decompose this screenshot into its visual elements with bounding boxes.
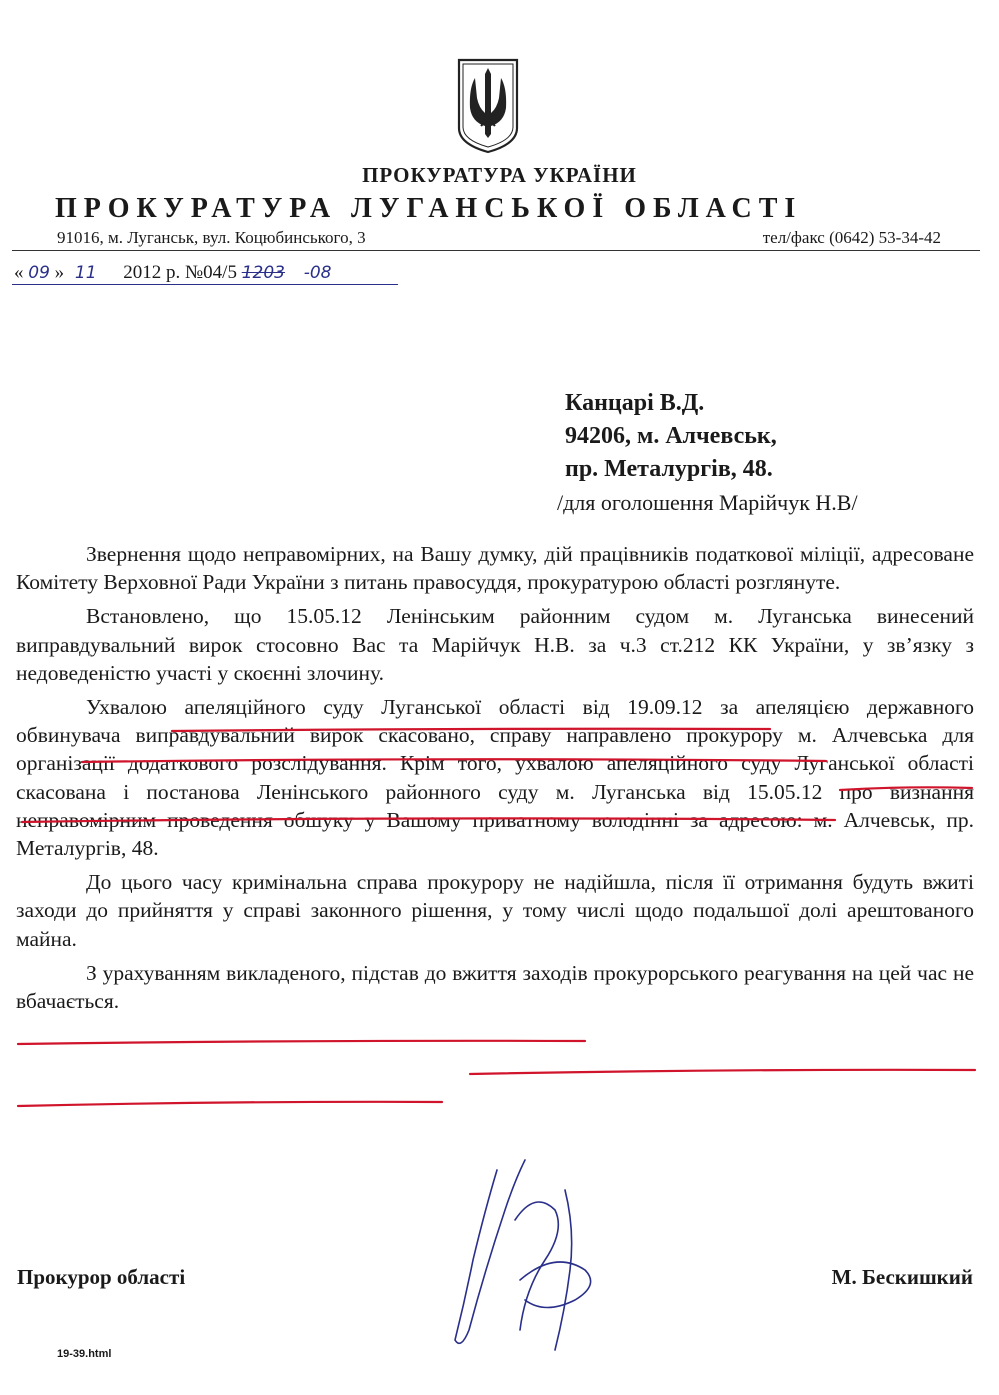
footer-filename: 19-39.html [57, 1348, 112, 1360]
underline-mark-3 [840, 787, 972, 790]
org-address: 91016, м. Луганськ, вул. Коцюбинського, 3 [57, 228, 366, 247]
underline-mark-1 [172, 729, 770, 731]
paragraph-5: З урахуванням викладеного, підстав до вжиття заходів прокурорського реагування на цей час не вбачається. [16, 960, 974, 1014]
recipient-street: пр. Металургів, 48. [565, 456, 773, 482]
reg-year-number: 2012 р. №04/5 [123, 262, 237, 283]
reg-month: 11 [74, 263, 97, 283]
org-phone: тел/факс (0642) 53-34-42 [762, 228, 941, 247]
reg-day: 09 [28, 263, 50, 283]
underline-mark-5 [18, 1041, 585, 1044]
paragraph-4: До цього часу кримінальна справа прокурору не надійшла, після її отримання будуть вжиті заходи до прийняття у справі законного рішення, у тому числі щодо подальшої долі арештованого майна. [16, 870, 974, 951]
paragraph-2: Встановлено, що 15.05.12 Ленінським районним судом м. Луганська винесений виправдувальний вирок стосовно Вас та Марійчук Н.В. за ч.3 ст.212 КК України, у зв’язку з недоведеністю участі у скоєнні злочину. [16, 604, 974, 685]
reg-open-quote: « [14, 262, 24, 283]
recipient-city: 94206, м. Алчевськ, [565, 423, 777, 449]
org-sub-title: ПРОКУРАТУРА ЛУГАНСЬКОЇ ОБЛАСТІ [55, 193, 803, 224]
reg-suffix-handwritten: -08 [303, 263, 332, 283]
recipient-note: /для оголошення Марійчук Н.В/ [557, 490, 858, 515]
underline-mark-7 [18, 1102, 442, 1106]
signatory-name: М. Бескишкий [831, 1265, 973, 1289]
handwritten-signature [425, 1150, 625, 1360]
org-main-title: ПРОКУРАТУРА УКРАЇНИ [362, 163, 637, 187]
recipient-name: Канцарі В.Д. [565, 390, 705, 416]
reg-close-quote: » [54, 262, 65, 283]
paragraph-3: Ухвалою апеляційного суду Луганської області від 19.09.12 за апеляцією державного обвинувача виправдувальний вирок скасовано, справу направлено прокурору м. Алчевська для організації додаткового розслідування. Крім того, ухвалою апеляційного суду Луганської області скасована і постанова Ленінського районного суду м. Луганська від 15.05.12 про визнання неправомірним проведення обшуку у Вашому приватному володінні за адресою: м. Алчевськ, пр. Металургів, 48. [16, 695, 974, 861]
reg-number-handwritten: 1203 [241, 263, 285, 283]
underline-mark-2 [82, 759, 826, 762]
paragraph-1: Звернення щодо неправомірних, на Вашу думку, дій працівників податкової міліції, адресоване Комітету Верховної Ради України з питань правосуддя, прокуратурою області розглянуте. [16, 542, 974, 595]
underline-mark-4 [22, 818, 835, 822]
underline-mark-6 [470, 1070, 975, 1074]
signatory-role: Прокурор області [17, 1265, 186, 1289]
